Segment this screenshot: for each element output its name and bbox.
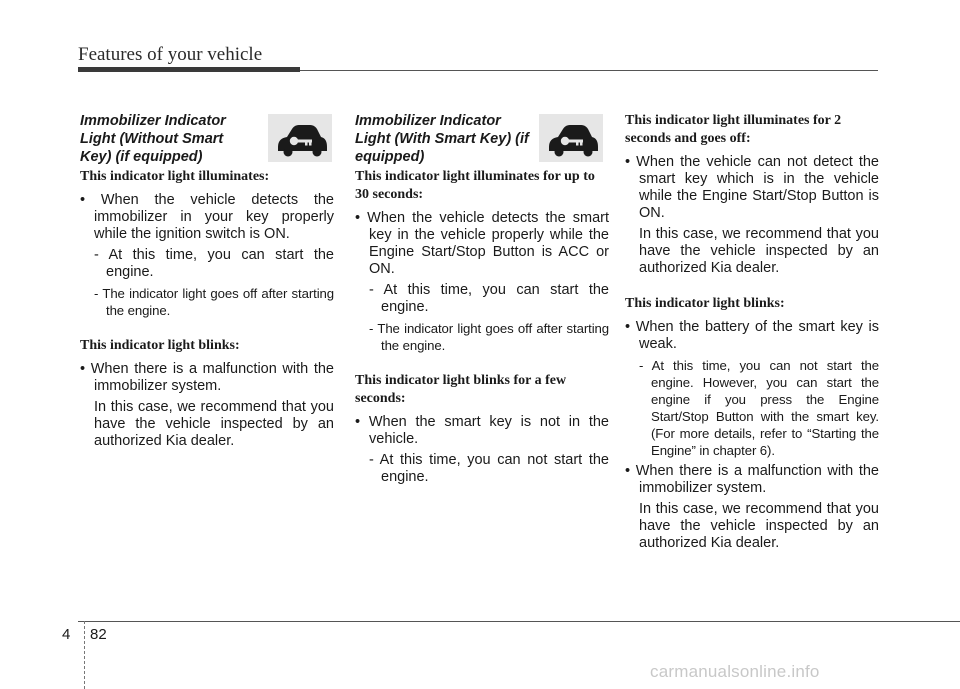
column-immobilizer-without-smart-key [80,112,334,454]
lead-illuminates: This indicator light illuminates for up to 30 seconds: [355,169,595,202]
section-title: Immobilizer Indicator Light (With Smart Key) (if equipped) [355,113,529,165]
page-number: 82 [90,626,107,643]
footer-rule [78,621,960,622]
bullet-item: • When the battery of the smart key is weak. [625,319,879,352]
dash-item: - At this time, you can start the engine. [94,247,334,280]
lead-illuminates: This indicator light illuminates for 2 seconds and goes off: [625,113,842,146]
bullet-item: • When the vehicle can not detect the smart key which is in the vehicle while the Engine Start/Stop Button is ON. [625,154,879,221]
dash-item: - The indicator light goes off after starting the engine. [94,286,334,318]
lead-blinks: This indicator light blinks: [80,338,240,353]
lead-blinks: This indicator light blinks: [625,296,785,311]
dash-item: - At this time, you can not start the engine. [369,452,609,485]
bullet-item: • When there is a malfunction with the immobilizer system. [80,361,334,394]
lead-illuminates: This indicator light illuminates: [80,169,270,184]
section-title: Immobilizer Indicator Light (Without Smart Key) (if equipped) [80,113,226,165]
page-header-title: Features of your vehicle [78,44,263,65]
car-key-icon [268,114,332,162]
lead-blinks: This indicator light blinks for a few seconds: [355,373,567,406]
paragraph: In this case, we recommend that you have the vehicle inspected by an authorized Kia dealer. [639,501,879,551]
footer-divider [84,621,85,689]
header-bar [78,67,300,72]
column-immobilizer-with-smart-key [355,112,609,490]
chapter-number: 4 [62,626,71,643]
bullet-item: • When the vehicle detects the smart key in the vehicle properly while the Engine Start/Stop Button is ACC or ON. [355,210,609,277]
column-continued [625,112,879,556]
watermark: carmanualsonline.info [650,662,820,681]
header-rule [300,70,878,71]
bullet-item: • When there is a malfunction with the immobilizer system. [625,463,879,496]
paragraph: In this case, we recommend that you have the vehicle inspected by an authorized Kia dealer. [639,226,879,276]
paragraph: In this case, we recommend that you have the vehicle inspected by an authorized Kia dealer. [94,399,334,449]
dash-item: - At this time, you can start the engine. [369,282,609,315]
car-key-icon [539,114,603,162]
dash-item: - At this time, you can not start the engine. However, you can start the engine if you press the Engine Start/Stop Button with the smart key. (For more details, refer to “Starting the Engine” in chapter 6). [639,358,879,458]
bullet-item: • When the vehicle detects the immobilizer in your key properly while the ignition switch is ON. [80,192,334,242]
bullet-item: • When the smart key is not in the vehicle. [355,414,609,447]
dash-item: - The indicator light goes off after starting the engine. [369,321,609,353]
